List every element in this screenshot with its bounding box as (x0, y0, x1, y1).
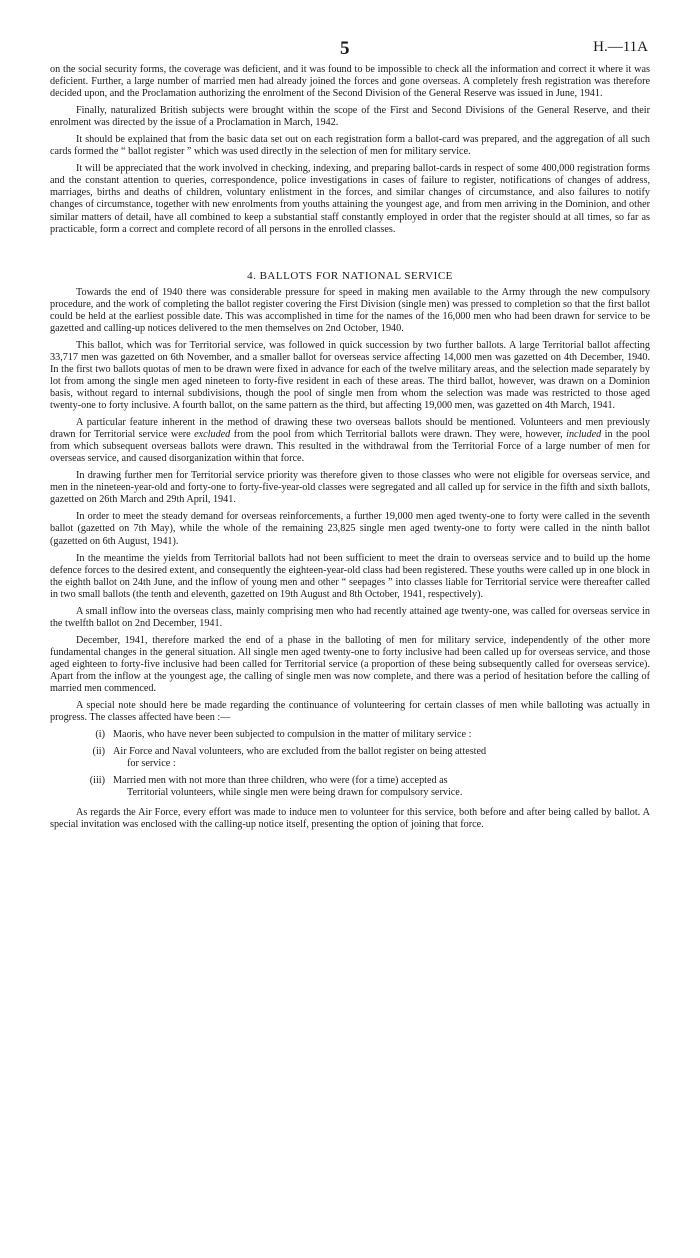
intro-paragraph-2: Finally, naturalized British subjects were brought within the scope of the First and Second Divisions of the General Reserve, and their enrolment was directed by the issue of a Proclamation in March, 1942. (50, 105, 650, 129)
section-paragraph-10: As regards the Air Force, every effort was made to induce men to volunteer for this service, both before and after being called by ballot. A special invitation was enclosed with the calling-up notice itself, presenting the option of joining that force. (50, 807, 650, 831)
list-item-number: (iii) (89, 775, 105, 787)
section-paragraph-7: A small inflow into the overseas class, mainly comprising men who had recently attained age twenty-one, was called for overseas service in the twelfth ballot on 2nd December, 1941. (50, 605, 650, 629)
page-reference: H.—11A (593, 39, 648, 55)
list-item-continuation: Territorial volunteers, while single men were being drawn for compulsory service. (127, 787, 463, 799)
text-run: from the pool from which Territorial ballots were drawn. They were, however, (230, 429, 567, 441)
section-paragraph-8: December, 1941, therefore marked the end of a phase in the balloting of men for military service, independently of the other more fundamental changes in the general situation. All single men aged twenty-one to forty inclusive had been called up for overseas service, and those aged eighteen to forty-five inclusive had been called for Territorial service (a proportion of these being subsequently called for overseas service). Apart from the inflow at the youngest age, the calling of single men was now complete, and there was a period of hesitation before the calling of married men commenced. (50, 634, 650, 695)
section-paragraph-1: Towards the end of 1940 there was considerable pressure for speed in making men available to the Army through the new compulsory procedure, and the work of completing the ballot register covering the First Division (single men) was pressed to completion so that the first ballot could be held at the earliest possible date. This was accomplished in time for the names of the 16,000 men who had been drawn for service to be gazetted and calling-up notices delivered to the men themselves on 2nd October, 1940. (50, 286, 650, 334)
list-item-continuation: for service : (127, 758, 176, 770)
intro-paragraph-1: on the social security forms, the coverage was deficient, and it was found to be impossible to check all the information and correct it where it was deficient. Further, a large number of married men had already joined the forces and gone overseas. A completely fresh registration was therefore decided upon, and the Proclamation authorizing the enrolment of the Second Division of the General Reserve was issued in June, 1941. (50, 64, 650, 100)
classes-list (50, 729, 650, 799)
section-heading: 4. BALLOTS FOR NATIONAL SERVICE (247, 269, 453, 282)
section-paragraph-5: In order to meet the steady demand for overseas reinforcements, a further 19,000 men aged twenty-one to forty were called in the seventh ballot (gazetted on 7th May), while the whole of the remaining 23,825 single men aged twenty-one to forty were called in the ninth ballot (gazetted on 6th August, 1941). (50, 511, 650, 547)
list-item-number: (ii) (92, 746, 105, 758)
intro-paragraph-3: It should be explained that from the basic data set out on each registration form a ballot-card was prepared, and the aggregation of all such cards formed the “ ballot register ” which was used directly in the selection of men for military service. (50, 134, 650, 158)
section-paragraph-9: A special note should here be made regarding the continuance of volunteering for certain classes of men while balloting was actually in progress. The classes affected have been :— (50, 700, 650, 724)
section-paragraph-3 (50, 417, 650, 465)
intro-paragraph-4: It will be appreciated that the work involved in checking, indexing, and preparing ballot-cards in respect of some 400,000 registration forms and the constant attention to queries, correspondence, police investigations in cases of failure to register, notifications of changes of address, marriages, births and deaths of children, voluntary enlistment in the forces, and similar changes of circumstance, and also failures to notify changes of circumstance, together with new enrolments from youths attaining the youngest age, and from men arriving in the Dominion, and other similar matters of detail, have all combined to keep a substantial staff constantly employed in order that the register should at all times, so far as practicable, form a correct and complete record of all persons in the enrolled classes. (50, 163, 650, 235)
list-item (50, 775, 650, 799)
page-number: 5 (340, 38, 350, 59)
text-run: A particular feature inherent in the method of drawing these two overseas ballots should be mentioned. Volunteers and men previously drawn for Territorial service were (50, 417, 650, 441)
list-item-number: (i) (95, 729, 105, 741)
emphasis-excluded: excluded (194, 429, 231, 441)
list-item-line: Maoris, who have never been subjected to compulsion in the matter of military service : (113, 729, 472, 741)
section-paragraph-2: This ballot, which was for Territorial service, was followed in quick succession by two further ballots. A large Territorial ballot affecting 33,717 men was gazetted on 6th November, and a smaller ballot for overseas service affecting 14,000 men was gazetted on 4th December, 1940. In the first two ballots quotas of men to be drawn were fixed in advance for each of the twelve military areas, and the selection made separately by lot from among the single men aged nineteen to forty-five resident in each of these areas. The third ballot, however, was drawn on a Dominion basis, without regard to internal subdivisions, though the pool of single men from whom the selection was made was restricted to those aged twenty-one to forty inclusive. A fourth ballot, on the same pattern as the third, but affecting 19,000 men, was gazetted on 4th March, 1941. (50, 339, 650, 412)
emphasis-included: included (566, 429, 602, 441)
list-item (50, 746, 650, 770)
section-paragraph-6: In the meantime the yields from Territorial ballots had not been sufficient to meet the drain to overseas service and to build up the home defence forces to the desired extent, and consequently the eighteen-year-old class had been registered. These youths were called up in one block in the eighth ballot on 24th June, and the inflow of young men and other “ seepages ” into classes liable for Territorial service were thereafter called in two small ballots (the tenth and eleventh, gazetted on 19th August and 8th October, 1941, respectively). (50, 552, 650, 600)
list-item-text (113, 729, 650, 741)
list-item-text (113, 746, 650, 770)
running-header (50, 38, 650, 64)
list-item (50, 729, 650, 741)
list-item-line: Married men with not more than three children, who were (for a time) accepted as (113, 775, 448, 787)
list-item-text (113, 775, 650, 799)
section-paragraph-4: In drawing further men for Territorial service priority was therefore given to those classes who were not eligible for overseas service, and men in the nineteen-year-old and forty-one to forty-five-year-old classes were segregated and all called up for service in the fifth and sixth ballots, gazetted on 26th March and 29th April, 1941. (50, 470, 650, 506)
text-run: in the pool from which subsequent overseas ballots were drawn. This resulted in the withdrawal from the Territorial Force of a large number of men for overseas service, and caused disorganization within that force. (50, 429, 650, 465)
document-page (50, 38, 650, 836)
list-item-line: Air Force and Naval volunteers, who are excluded from the ballot register on being attested (113, 746, 487, 758)
